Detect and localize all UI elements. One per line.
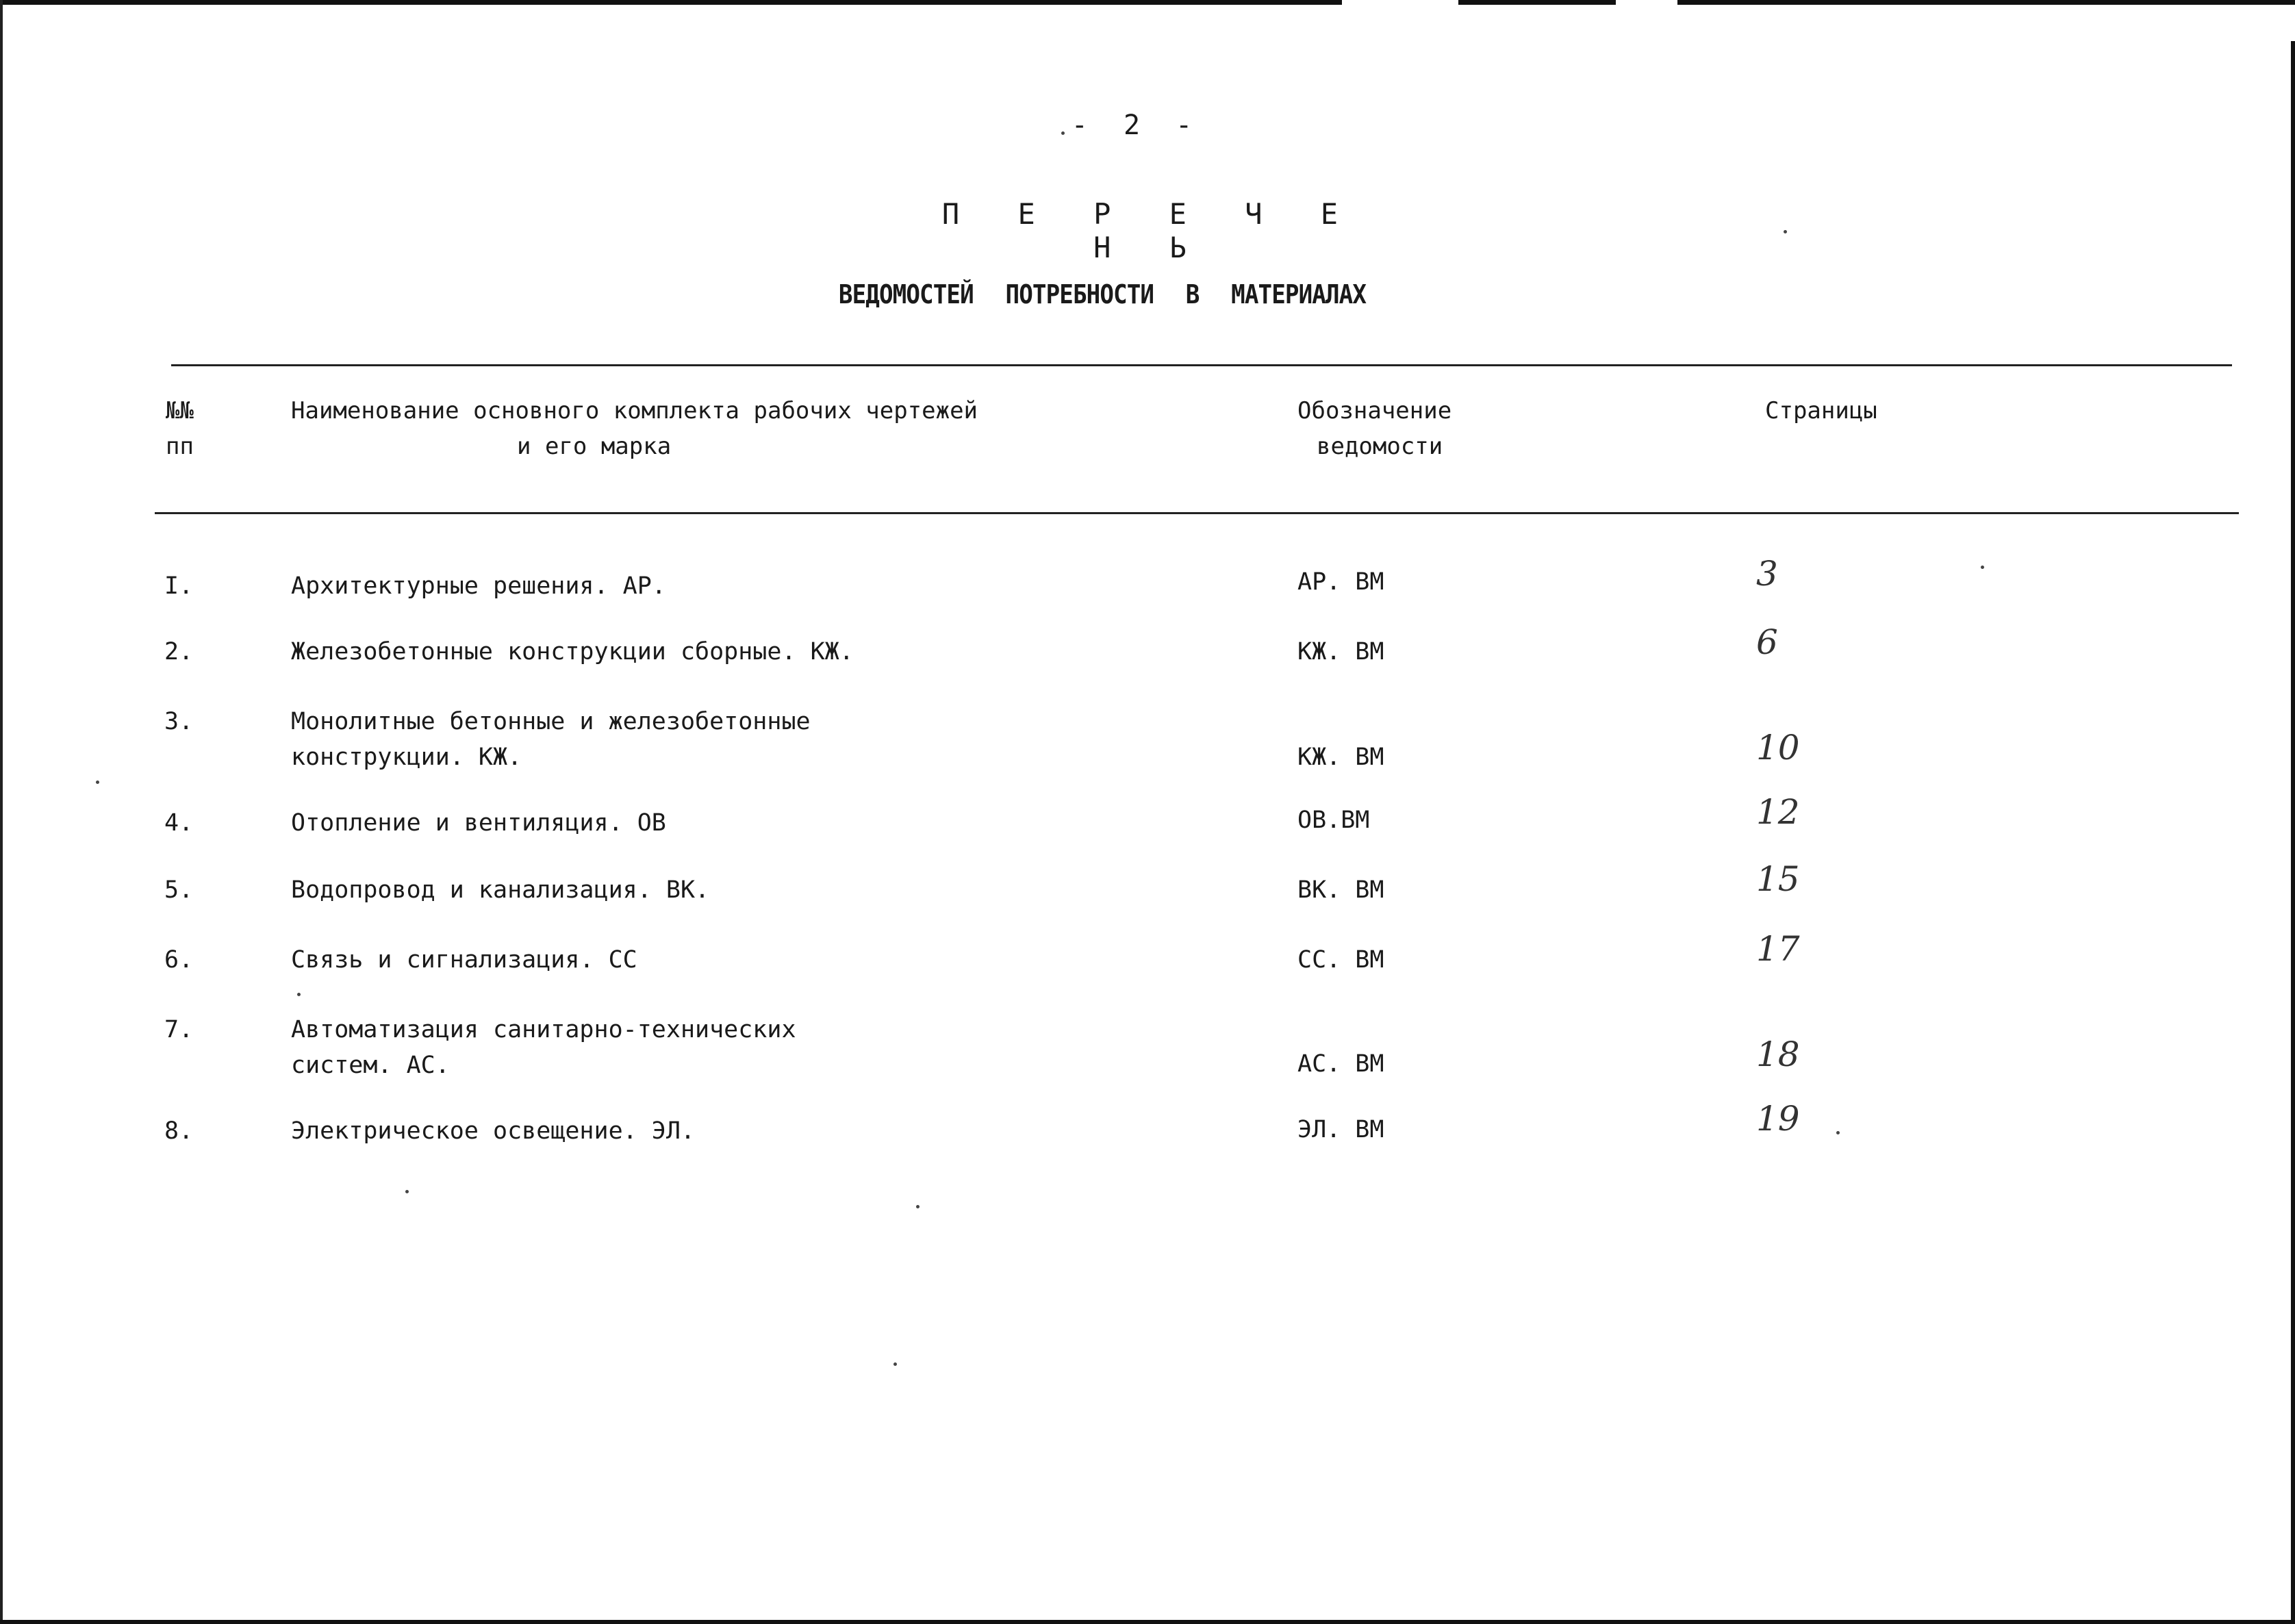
row-number: 6. — [164, 946, 194, 974]
page-subtitle: ВЕДОМОСТЕЙ ПОТРЕБНОСТИ В МАТЕРИАЛАХ — [838, 279, 1367, 309]
scan-speck — [405, 1190, 409, 1193]
row-name: Электрическое освещение. ЭЛ. — [291, 1117, 696, 1145]
row-number: 7. — [164, 1016, 194, 1043]
row-name: Отопление и вентиляция. ОВ — [291, 809, 666, 837]
row-page: 18 — [1756, 1035, 1800, 1074]
row-code: ЭЛ. ВМ — [1297, 1116, 1384, 1143]
scan-edge-gap — [1616, 0, 1677, 5]
row-number: 4. — [164, 809, 194, 837]
row-number: 8. — [164, 1117, 194, 1145]
row-code: СС. ВМ — [1297, 946, 1384, 974]
page-number: - 2 - — [1071, 110, 1202, 141]
scan-speck — [96, 781, 99, 784]
scan-edge-left — [0, 0, 3, 1624]
header-code — [1297, 393, 1571, 464]
row-name: Водопровод и канализация. ВК. — [291, 876, 710, 904]
table-header-rule — [155, 512, 2239, 514]
row-code: АС. ВМ — [1297, 1050, 1384, 1078]
header-number-line1: №№ — [166, 397, 194, 424]
scan-edge-gap — [1342, 0, 1458, 5]
scan-edge-right — [2291, 41, 2295, 1624]
scan-edge-bottom — [0, 1620, 2295, 1624]
scan-speck — [297, 993, 301, 996]
scan-speck — [1836, 1131, 1840, 1134]
row-code: ВК. ВМ — [1297, 876, 1384, 904]
table-top-rule — [171, 364, 2232, 366]
scan-speck — [916, 1205, 920, 1208]
header-name-line2: и его марка — [517, 433, 672, 460]
scan-speck — [1061, 131, 1065, 135]
header-number-line2: пп — [166, 433, 194, 460]
row-page: 19 — [1756, 1099, 1800, 1139]
header-pages: Страницы — [1765, 397, 1877, 424]
row-code: КЖ. ВМ — [1297, 638, 1384, 665]
row-name: Связь и сигнализация. СС — [291, 946, 637, 974]
row-code: ОВ.ВМ — [1297, 807, 1370, 834]
header-name-line1: Наименование основного комплекта рабочих чертежей — [291, 397, 978, 424]
row-name-line2: систем. АС. — [291, 1052, 450, 1079]
row-page: 3 — [1756, 554, 1778, 594]
header-number — [166, 393, 220, 464]
scan-speck — [893, 1362, 897, 1366]
row-page: 6 — [1756, 622, 1778, 662]
page-title: П Е Р Е Ч Е Н Ь — [941, 197, 1359, 264]
scan-edge-top — [0, 0, 2295, 5]
row-name-line2: конструкции. КЖ. — [291, 744, 522, 771]
row-page: 17 — [1756, 929, 1800, 969]
row-number: 3. — [164, 708, 194, 735]
row-page: 15 — [1756, 859, 1800, 899]
header-code-line1: Обозначение — [1297, 397, 1452, 424]
row-code: АР. ВМ — [1297, 568, 1384, 596]
header-code-line2: ведомости — [1317, 433, 1443, 460]
scan-speck — [1981, 566, 1984, 569]
row-number: 2. — [164, 638, 194, 665]
row-code: КЖ. ВМ — [1297, 744, 1384, 771]
row-name-line1: Монолитные бетонные и железобетонные — [291, 708, 811, 735]
row-name: Железобетонные конструкции сборные. КЖ. — [291, 638, 854, 665]
header-name — [291, 393, 1044, 464]
scan-speck — [1784, 230, 1787, 233]
row-page: 10 — [1756, 728, 1800, 767]
row-name-line1: Автоматизация санитарно-технических — [291, 1016, 796, 1043]
row-number: 5. — [164, 876, 194, 904]
row-number: I. — [164, 572, 194, 600]
row-name: Архитектурные решения. АР. — [291, 572, 666, 600]
row-page: 12 — [1756, 792, 1800, 832]
